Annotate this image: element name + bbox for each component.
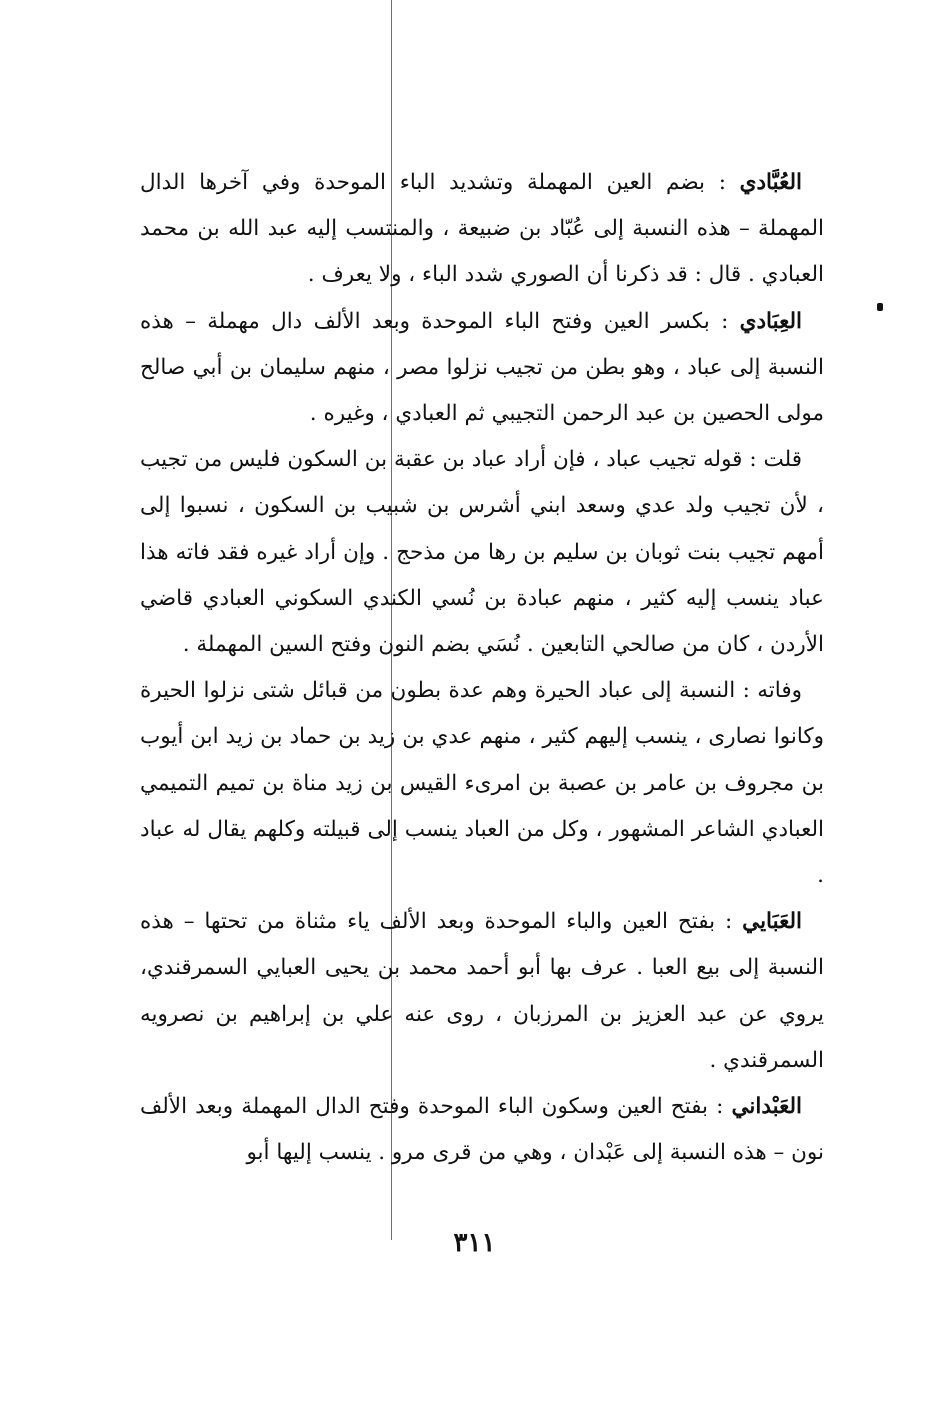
ink-speck: [877, 303, 883, 311]
entry-text: : بفتح العين وسكون الباء الموحدة وفتح الدال المهملة وبعد الألف نون – هذه النسبة إلى عَبْدان ، وهي من قرى مرو . ينسب إليها أبو: [140, 1094, 824, 1166]
paragraph-qultu: [140, 437, 824, 668]
entry-al-ubbadi: [140, 160, 824, 299]
headword: العَبْداني: [731, 1094, 802, 1120]
entry-text: : بفتح العين والباء الموحدة وبعد الألف ياء مثناة من تحتها – هذه النسبة إلى بيع العبا . عرف بها أبو أحمد محمد بن يحيى العبايي السمرقندي، يروي عن عبد العزيز بن المرزبان ، روى عنه علي بن إبراهيم بن نصرويه السمرقندي .: [140, 909, 824, 1073]
entry-al-abayi: [140, 899, 824, 1084]
entry-text: : بكسر العين وفتح الباء الموحدة وبعد الألف دال مهملة – هذه النسبة إلى عباد ، وهو بطن من تجيب نزلوا مصر ، منهم سليمان بن أبي صالح مولى الحصين بن عبد الرحمن التجيبي ثم العبادي ، وغيره .: [140, 308, 824, 427]
entry-text: وفاته : النسبة إلى عباد الحيرة وهم عدة بطون من قبائل شتى نزلوا الحيرة وكانوا نصارى ، ينسب إليهم كثير ، منهم عدي بن زيد بن حماد بن زيد ابن أيوب بن مجروف بن عامر بن عصبة بن امرىء القيس بن زيد مناة بن تميم التميمي العبادي الشاعر المشهور ، وكل من العباد ينسب إلى قبيلته وكلهم يقال له عباد .: [140, 678, 824, 889]
entry-al-ibadi: [140, 299, 824, 438]
headword: العِبَادي: [739, 308, 802, 334]
page-body-text: [140, 160, 824, 1176]
entry-al-abdani: [140, 1084, 824, 1176]
headword: العَبَايي: [742, 909, 802, 935]
entry-text: قلت : قوله تجيب عباد ، فإن أراد عباد بن عقبة بن السكون فليس من تجيب ، لأن تجيب ولد عدي وسعد ابني أشرس بن شبيب بن السكون ، نسبوا إلى أمهم تجيب بنت ثوبان بن سليم بن رها من مذحج . وإن أراد غيره فقد فاته هذا عباد ينسب إليه كثير ، منهم عبادة بن نُسي الكندي السكوني العبادي قاضي الأردن ، كان من صالحي التابعين . نُسَي بضم النون وفتح السين المهملة .: [140, 447, 824, 658]
paragraph-wafatahu: [140, 668, 824, 899]
headword: العُبَّادي: [739, 170, 802, 195]
page-number: ٣١١: [453, 1228, 496, 1258]
entry-text: : بضم العين المهملة وتشديد الباء الموحدة وفي آخرها الدال المهملة – هذه النسبة إلى عُبّاد بن ضبيعة ، والمنتسب إليه عبد الله بن محمد العبادي . قال : قد ذكرنا أن الصوري شدد الباء ، ولا يعرف .: [140, 170, 824, 288]
